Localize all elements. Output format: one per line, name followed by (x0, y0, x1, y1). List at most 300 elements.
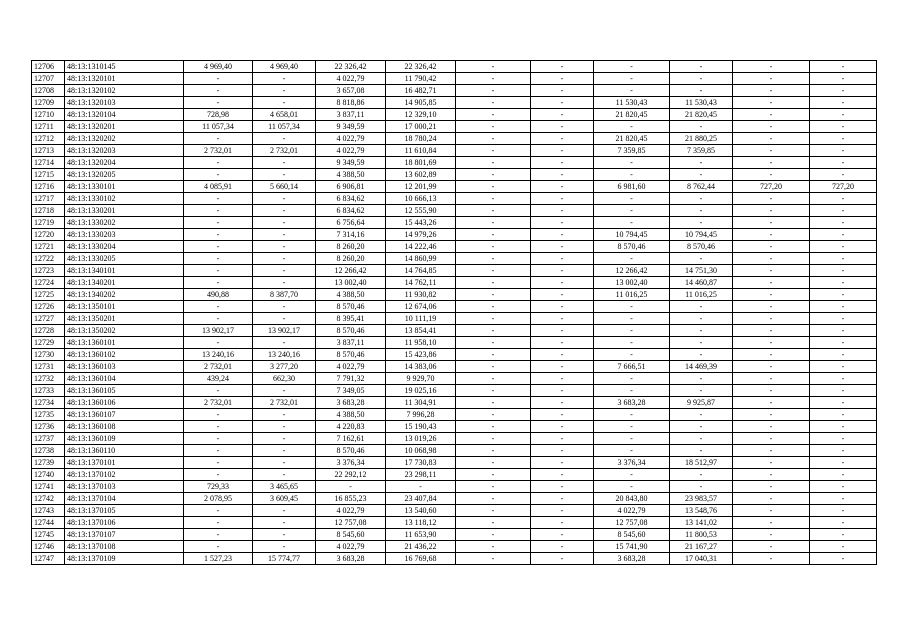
cell-value-9: - (733, 97, 810, 109)
cell-value-2: - (253, 253, 316, 265)
table-row (32, 385, 877, 397)
cell-value-9: - (733, 109, 810, 121)
cell-value-6: - (531, 481, 594, 493)
cell-value-7: - (594, 85, 670, 97)
cell-value-4: 15 190,43 (386, 421, 456, 433)
cell-value-7: 15 741,90 (594, 541, 670, 553)
cell-value-10: - (810, 217, 877, 229)
cell-cadastral-number: 48:13:1360109 (65, 433, 184, 445)
cell-value-10: - (810, 169, 877, 181)
cell-value-8: 21 820,45 (670, 109, 733, 121)
cell-value-5: - (456, 433, 531, 445)
cell-value-8: - (670, 469, 733, 481)
cell-value-10: - (810, 517, 877, 529)
cell-value-4: 23 298,11 (386, 469, 456, 481)
cell-value-6: - (531, 97, 594, 109)
cell-value-4: 12 329,10 (386, 109, 456, 121)
cell-value-2: - (253, 241, 316, 253)
cell-value-7: - (594, 61, 670, 73)
cell-value-1: - (184, 517, 253, 529)
cell-row-number: 12738 (32, 445, 65, 457)
cell-value-4: 11 610,84 (386, 145, 456, 157)
cell-cadastral-number: 48:13:1330102 (65, 193, 184, 205)
cell-value-10: - (810, 493, 877, 505)
cell-value-7: - (594, 469, 670, 481)
cell-value-7: - (594, 205, 670, 217)
table-row (32, 325, 877, 337)
cell-value-9: - (733, 553, 810, 565)
cell-row-number: 12720 (32, 229, 65, 241)
cell-value-1: 2 732,01 (184, 361, 253, 373)
cell-value-4: 13 540,60 (386, 505, 456, 517)
cell-row-number: 12712 (32, 133, 65, 145)
cell-value-9: - (733, 253, 810, 265)
cell-value-3: 4 022,79 (316, 541, 386, 553)
table-row (32, 277, 877, 289)
cell-value-2: - (253, 73, 316, 85)
cell-value-8: - (670, 253, 733, 265)
cell-value-10: - (810, 433, 877, 445)
cell-value-2: 2 732,01 (253, 145, 316, 157)
cell-value-7: - (594, 337, 670, 349)
cell-value-2: - (253, 157, 316, 169)
cell-value-8: 8 762,44 (670, 181, 733, 193)
cell-row-number: 12710 (32, 109, 65, 121)
cell-row-number: 12744 (32, 517, 65, 529)
cell-cadastral-number: 48:13:1330101 (65, 181, 184, 193)
cell-value-4: 7 996,28 (386, 409, 456, 421)
cell-value-8: - (670, 445, 733, 457)
cell-value-4: 12 201,99 (386, 181, 456, 193)
cell-value-9: - (733, 121, 810, 133)
table-row (32, 481, 877, 493)
cell-value-3: 3 837,11 (316, 337, 386, 349)
cell-value-10: - (810, 61, 877, 73)
cell-row-number: 12707 (32, 73, 65, 85)
cell-value-7: - (594, 373, 670, 385)
cell-value-3: 3 683,28 (316, 397, 386, 409)
cell-row-number: 12726 (32, 301, 65, 313)
cell-value-2: 2 732,01 (253, 397, 316, 409)
cell-value-7: 20 843,80 (594, 493, 670, 505)
cell-value-9: - (733, 481, 810, 493)
cell-value-1: 728,98 (184, 109, 253, 121)
cell-value-9: - (733, 229, 810, 241)
cell-row-number: 12743 (32, 505, 65, 517)
table-row (32, 349, 877, 361)
cell-value-7: - (594, 433, 670, 445)
cell-value-10: - (810, 505, 877, 517)
cell-value-7: 3 376,34 (594, 457, 670, 469)
cell-value-10: - (810, 229, 877, 241)
cell-value-1: - (184, 421, 253, 433)
table-row (32, 469, 877, 481)
cell-value-7: - (594, 121, 670, 133)
cell-value-5: - (456, 469, 531, 481)
cell-value-7: 7 666,51 (594, 361, 670, 373)
cell-value-4: 21 436,22 (386, 541, 456, 553)
cell-cadastral-number: 48:13:1320205 (65, 169, 184, 181)
cell-value-1: - (184, 529, 253, 541)
cell-value-1: - (184, 85, 253, 97)
cell-value-1: - (184, 73, 253, 85)
cell-value-5: - (456, 529, 531, 541)
cell-value-8: - (670, 85, 733, 97)
cell-value-8: - (670, 169, 733, 181)
cell-value-1: - (184, 241, 253, 253)
cell-row-number: 12734 (32, 397, 65, 409)
cell-value-9: - (733, 337, 810, 349)
cell-value-7: 6 981,60 (594, 181, 670, 193)
cell-value-9: - (733, 289, 810, 301)
cell-value-3: 4 388,50 (316, 289, 386, 301)
cell-value-6: - (531, 517, 594, 529)
cell-value-9: - (733, 517, 810, 529)
cell-value-10: - (810, 97, 877, 109)
cell-value-1: 4 085,91 (184, 181, 253, 193)
table-row (32, 529, 877, 541)
cell-value-3: 12 266,42 (316, 265, 386, 277)
cell-value-4: 12 555,90 (386, 205, 456, 217)
cell-value-3: 4 388,50 (316, 409, 386, 421)
cell-row-number: 12715 (32, 169, 65, 181)
cell-value-2: - (253, 505, 316, 517)
cell-value-10: - (810, 421, 877, 433)
table-row (32, 289, 877, 301)
cell-value-2: - (253, 301, 316, 313)
cell-value-3: 3 376,34 (316, 457, 386, 469)
cell-value-5: - (456, 445, 531, 457)
cell-value-5: - (456, 373, 531, 385)
table-row (32, 61, 877, 73)
cell-value-2: 3 465,65 (253, 481, 316, 493)
cell-value-3: 8 395,41 (316, 313, 386, 325)
cell-row-number: 12728 (32, 325, 65, 337)
cell-value-8: 14 751,30 (670, 265, 733, 277)
cell-value-7: 3 683,28 (594, 397, 670, 409)
cell-value-10: - (810, 313, 877, 325)
cell-value-2: - (253, 313, 316, 325)
cell-value-6: - (531, 205, 594, 217)
cell-value-5: - (456, 265, 531, 277)
table-row (32, 241, 877, 253)
cell-value-4: 11 930,82 (386, 289, 456, 301)
cell-value-5: - (456, 145, 531, 157)
cell-value-2: - (253, 421, 316, 433)
cell-value-2: - (253, 457, 316, 469)
cell-value-6: - (531, 73, 594, 85)
cell-value-3: 8 570,46 (316, 301, 386, 313)
cell-value-1: - (184, 277, 253, 289)
cell-value-9: - (733, 193, 810, 205)
cell-value-7: - (594, 73, 670, 85)
cell-value-9: - (733, 421, 810, 433)
cell-value-4: 19 025,16 (386, 385, 456, 397)
cell-value-9: - (733, 241, 810, 253)
cell-value-4: 17 000,21 (386, 121, 456, 133)
cell-value-3: 8 818,86 (316, 97, 386, 109)
cell-value-6: - (531, 121, 594, 133)
cell-value-10: - (810, 73, 877, 85)
cell-value-4: 10 111,19 (386, 313, 456, 325)
table-row (32, 97, 877, 109)
cell-value-9: 727,20 (733, 181, 810, 193)
cell-value-4: 10 068,98 (386, 445, 456, 457)
cell-value-4: 15 423,86 (386, 349, 456, 361)
cell-value-3: 6 834,62 (316, 193, 386, 205)
cell-value-3: 3 837,11 (316, 109, 386, 121)
cell-value-9: - (733, 301, 810, 313)
cell-value-2: - (253, 265, 316, 277)
table-row (32, 133, 877, 145)
cell-value-3: 9 349,59 (316, 121, 386, 133)
cell-value-3: 12 757,08 (316, 517, 386, 529)
cell-value-9: - (733, 445, 810, 457)
cell-value-3: - (316, 481, 386, 493)
table-row (32, 301, 877, 313)
cell-value-1: 439,24 (184, 373, 253, 385)
cell-value-10: - (810, 325, 877, 337)
cell-row-number: 12742 (32, 493, 65, 505)
cell-value-9: - (733, 505, 810, 517)
table-row (32, 217, 877, 229)
cell-value-10: - (810, 469, 877, 481)
cell-value-10: - (810, 409, 877, 421)
cell-value-10: - (810, 373, 877, 385)
cell-row-number: 12718 (32, 205, 65, 217)
cell-row-number: 12723 (32, 265, 65, 277)
cell-value-8: - (670, 73, 733, 85)
cell-value-2: 13 240,16 (253, 349, 316, 361)
cell-value-3: 4 022,79 (316, 145, 386, 157)
cell-cadastral-number: 48:13:1320204 (65, 157, 184, 169)
cell-cadastral-number: 48:13:1370107 (65, 529, 184, 541)
cell-value-7: - (594, 253, 670, 265)
table-row (32, 337, 877, 349)
cell-value-5: - (456, 97, 531, 109)
cell-cadastral-number: 48:13:1370101 (65, 457, 184, 469)
cell-value-8: 21 880,25 (670, 133, 733, 145)
cell-value-2: - (253, 133, 316, 145)
cell-value-6: - (531, 109, 594, 121)
cell-cadastral-number: 48:13:1340201 (65, 277, 184, 289)
cell-value-10: - (810, 553, 877, 565)
cell-value-5: - (456, 361, 531, 373)
cell-value-3: 6 834,62 (316, 205, 386, 217)
cell-row-number: 12732 (32, 373, 65, 385)
cell-value-2: - (253, 529, 316, 541)
cell-value-6: - (531, 457, 594, 469)
cell-row-number: 12719 (32, 217, 65, 229)
cell-cadastral-number: 48:13:1320201 (65, 121, 184, 133)
cell-value-1: - (184, 541, 253, 553)
cell-value-7: - (594, 313, 670, 325)
cell-value-1: - (184, 313, 253, 325)
cell-value-9: - (733, 541, 810, 553)
cell-value-8: - (670, 433, 733, 445)
cell-value-6: - (531, 193, 594, 205)
cell-value-4: 14 762,11 (386, 277, 456, 289)
cell-value-4: 14 860,99 (386, 253, 456, 265)
cell-value-4: 14 979,26 (386, 229, 456, 241)
cell-value-4: 9 929,70 (386, 373, 456, 385)
cell-value-8: - (670, 337, 733, 349)
cell-cadastral-number: 48:13:1360105 (65, 385, 184, 397)
cell-value-6: - (531, 397, 594, 409)
cell-value-6: - (531, 229, 594, 241)
cell-value-10: - (810, 157, 877, 169)
cell-cadastral-number: 48:13:1330203 (65, 229, 184, 241)
cell-value-1: - (184, 457, 253, 469)
cell-value-9: - (733, 133, 810, 145)
cell-value-6: - (531, 505, 594, 517)
cell-value-2: - (253, 205, 316, 217)
cell-value-3: 7 162,61 (316, 433, 386, 445)
cell-value-5: - (456, 337, 531, 349)
cell-value-5: - (456, 205, 531, 217)
table-body (32, 61, 877, 565)
cell-value-2: 3 277,20 (253, 361, 316, 373)
cell-value-4: 11 653,90 (386, 529, 456, 541)
cell-value-4: 14 905,85 (386, 97, 456, 109)
cell-value-2: 4 658,01 (253, 109, 316, 121)
cell-value-1: - (184, 193, 253, 205)
cell-value-2: 15 774,77 (253, 553, 316, 565)
cell-value-7: 7 359,85 (594, 145, 670, 157)
cell-row-number: 12727 (32, 313, 65, 325)
cell-cadastral-number: 48:13:1370102 (65, 469, 184, 481)
cell-value-4: 13 602,89 (386, 169, 456, 181)
cell-row-number: 12740 (32, 469, 65, 481)
cell-value-10: - (810, 397, 877, 409)
cell-value-6: - (531, 133, 594, 145)
cell-cadastral-number: 48:13:1360108 (65, 421, 184, 433)
cell-value-1: 13 902,17 (184, 325, 253, 337)
cell-value-10: - (810, 133, 877, 145)
table-row (32, 145, 877, 157)
cell-value-4: - (386, 481, 456, 493)
cell-value-5: - (456, 253, 531, 265)
cell-cadastral-number: 48:13:1320103 (65, 97, 184, 109)
cell-value-6: - (531, 361, 594, 373)
table-row (32, 517, 877, 529)
table-row (32, 553, 877, 565)
cell-row-number: 12713 (32, 145, 65, 157)
cell-value-1: 13 240,16 (184, 349, 253, 361)
cell-row-number: 12724 (32, 277, 65, 289)
cell-value-2: - (253, 169, 316, 181)
cell-row-number: 12735 (32, 409, 65, 421)
cell-value-5: - (456, 73, 531, 85)
table-row (32, 193, 877, 205)
cell-value-9: - (733, 277, 810, 289)
cell-value-8: 14 460,87 (670, 277, 733, 289)
cell-value-2: - (253, 229, 316, 241)
cell-value-3: 22 292,12 (316, 469, 386, 481)
cell-row-number: 12731 (32, 361, 65, 373)
cell-value-8: - (670, 385, 733, 397)
cell-value-1: 2 732,01 (184, 397, 253, 409)
cell-value-9: - (733, 157, 810, 169)
cell-value-2: - (253, 97, 316, 109)
cell-value-4: 18 801,69 (386, 157, 456, 169)
cell-value-6: - (531, 85, 594, 97)
cell-value-6: - (531, 241, 594, 253)
cell-cadastral-number: 48:13:1360107 (65, 409, 184, 421)
cell-value-9: - (733, 205, 810, 217)
cell-value-9: - (733, 493, 810, 505)
cell-value-6: - (531, 337, 594, 349)
cell-value-4: 11 958,10 (386, 337, 456, 349)
cell-value-8: 23 983,57 (670, 493, 733, 505)
cell-value-7: - (594, 169, 670, 181)
cell-value-5: - (456, 541, 531, 553)
cell-value-1: - (184, 205, 253, 217)
cell-value-5: - (456, 157, 531, 169)
cell-value-6: - (531, 433, 594, 445)
cell-value-3: 4 388,50 (316, 169, 386, 181)
table-row (32, 421, 877, 433)
cell-value-5: - (456, 313, 531, 325)
cell-value-6: - (531, 541, 594, 553)
table-row (32, 457, 877, 469)
cell-value-1: - (184, 301, 253, 313)
cell-cadastral-number: 48:13:1370109 (65, 553, 184, 565)
cell-value-7: 8 570,46 (594, 241, 670, 253)
cell-value-9: - (733, 265, 810, 277)
cell-value-4: 15 443,26 (386, 217, 456, 229)
cell-value-2: 13 902,17 (253, 325, 316, 337)
cell-row-number: 12730 (32, 349, 65, 361)
cell-cadastral-number: 48:13:1340202 (65, 289, 184, 301)
cell-value-10: - (810, 85, 877, 97)
cell-value-7: - (594, 193, 670, 205)
cell-value-10: - (810, 121, 877, 133)
cell-value-6: - (531, 61, 594, 73)
cell-value-10: - (810, 445, 877, 457)
cell-row-number: 12709 (32, 97, 65, 109)
cell-value-5: - (456, 409, 531, 421)
cell-value-5: - (456, 349, 531, 361)
cell-value-2: - (253, 469, 316, 481)
cell-value-3: 8 260,20 (316, 241, 386, 253)
cell-value-2: - (253, 385, 316, 397)
cell-value-5: - (456, 121, 531, 133)
cell-value-1: - (184, 229, 253, 241)
cell-value-5: - (456, 325, 531, 337)
cell-value-3: 4 022,79 (316, 361, 386, 373)
cell-value-10: - (810, 253, 877, 265)
cell-value-7: 11 530,43 (594, 97, 670, 109)
cell-value-9: - (733, 373, 810, 385)
cell-value-3: 8 545,60 (316, 529, 386, 541)
cell-value-8: - (670, 217, 733, 229)
cell-value-2: - (253, 409, 316, 421)
table-row (32, 493, 877, 505)
cell-value-9: - (733, 73, 810, 85)
cell-value-8: - (670, 193, 733, 205)
cell-value-4: 13 854,41 (386, 325, 456, 337)
cell-cadastral-number: 48:13:1360103 (65, 361, 184, 373)
cell-value-2: - (253, 445, 316, 457)
cell-value-7: 12 266,42 (594, 265, 670, 277)
cell-value-9: - (733, 529, 810, 541)
cell-value-8: 11 530,43 (670, 97, 733, 109)
cell-value-3: 6 756,64 (316, 217, 386, 229)
cell-value-9: - (733, 349, 810, 361)
cell-value-1: - (184, 385, 253, 397)
cell-value-10: - (810, 457, 877, 469)
